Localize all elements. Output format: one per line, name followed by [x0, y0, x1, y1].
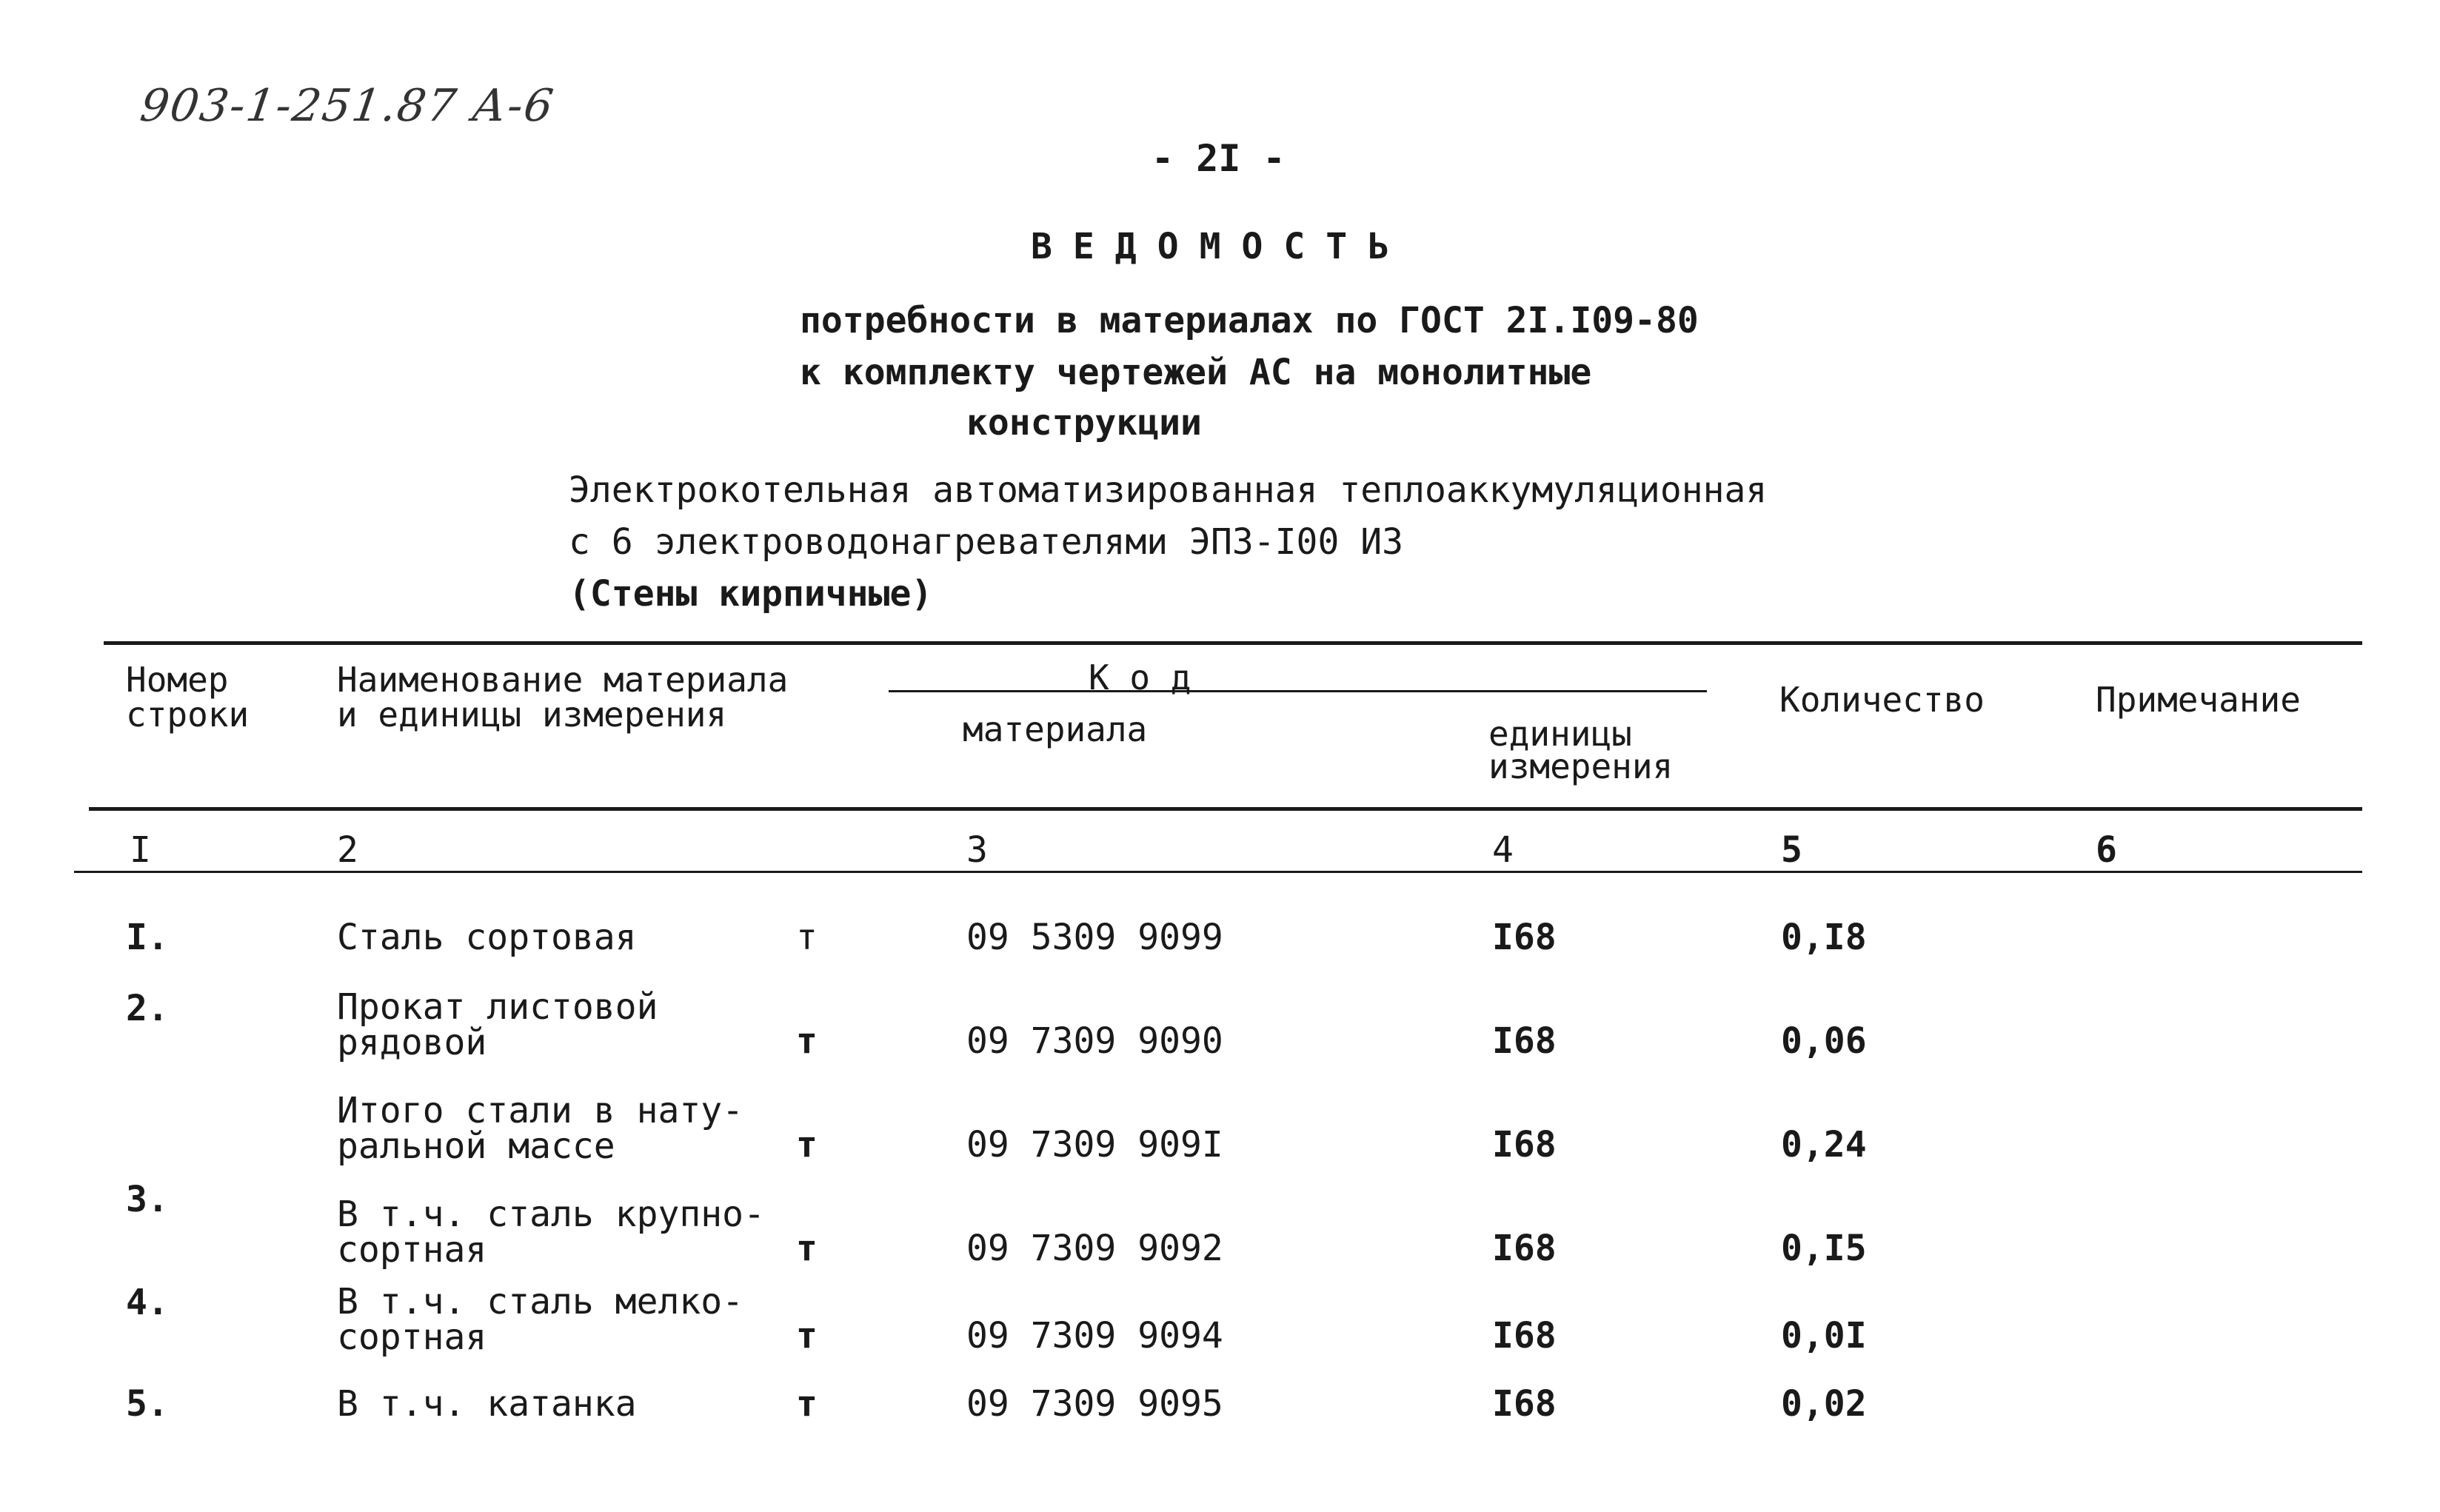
quantity: 0,I8	[1781, 917, 1867, 958]
unit-code: I68	[1492, 1020, 1557, 1062]
unit-code: I68	[1492, 1383, 1557, 1425]
row-number: 5.	[126, 1383, 169, 1425]
unit-code: I68	[1492, 917, 1557, 958]
code-group-rule	[889, 690, 1707, 692]
page-number: - 2I -	[1152, 137, 1286, 180]
material-name: Сталь сортовая	[337, 917, 637, 958]
quantity: 0,06	[1781, 1020, 1867, 1062]
material-name: В т.ч. катанка	[337, 1383, 637, 1425]
column-number-3: 3	[966, 829, 988, 871]
row-number: 2.	[126, 988, 169, 1029]
material-code: 09 7309 909I	[966, 1124, 1223, 1165]
archive-stamp: 903-1-251.87 А-6	[137, 80, 558, 132]
header-name-line-2: и единицы измерения	[337, 695, 727, 735]
unit: т	[796, 1124, 818, 1165]
material-code: 09 7309 9092	[966, 1228, 1223, 1269]
material-name-line-1: Прокат листовой	[337, 986, 658, 1028]
document-title: ВЕДОМОСТЬ	[1031, 226, 1411, 267]
subtitle-line-3: конструкции	[966, 402, 1202, 444]
column-number-6: 6	[2096, 829, 2117, 871]
object-name-line-1: Электрокотельная автоматизированная теплоаккумуляционная	[569, 469, 1768, 511]
header-unit-code-line-1: единицы	[1488, 714, 1632, 754]
material-code: 09 5309 9099	[966, 917, 1223, 958]
row-number: 3.	[126, 1179, 169, 1220]
header-row-no-line-1: Номер	[126, 660, 229, 700]
unit: т	[796, 1020, 818, 1062]
subtitle-line-2: к комплекту чертежей АС на монолитные	[800, 352, 1592, 393]
quantity: 0,0I	[1781, 1315, 1867, 1357]
object-name-line-2: с 6 электроводонагревателями ЭПЗ-I00 ИЗ	[569, 521, 1404, 563]
header-quantity: Количество	[1779, 680, 1985, 720]
unit: т	[796, 917, 818, 958]
object-name-line-3: (Стены кирпичные)	[569, 573, 933, 615]
subtitle-line-1: потребности в материалах по ГОСТ 2I.I09-80	[800, 300, 1699, 341]
quantity: 0,I5	[1781, 1228, 1867, 1269]
header-bottom-rule	[89, 807, 2362, 811]
quantity: 0,24	[1781, 1124, 1867, 1165]
unit-code: I68	[1492, 1228, 1557, 1269]
header-name-line-1: Наименование материала	[337, 660, 789, 700]
material-name-line-2: рядовой	[337, 1022, 487, 1063]
header-row-no-line-2: строки	[126, 695, 250, 735]
column-number-4: 4	[1492, 829, 1514, 871]
column-number-2: 2	[337, 829, 358, 871]
material-name-line-1: В т.ч. сталь мелко-	[337, 1281, 744, 1322]
row-number: I.	[126, 917, 169, 958]
header-unit-code-line-2: измерения	[1488, 746, 1674, 786]
unit-code: I68	[1492, 1315, 1557, 1357]
column-number-5: 5	[1781, 829, 1802, 871]
material-name-line-2: ральной массе	[337, 1125, 615, 1167]
material-code: 09 7309 9094	[966, 1315, 1223, 1357]
table-top-rule	[104, 641, 2362, 645]
row-number: 4.	[126, 1282, 169, 1323]
header-material-code: материала	[963, 709, 1148, 749]
material-code: 09 7309 9090	[966, 1020, 1223, 1062]
unit-code: I68	[1492, 1124, 1557, 1165]
unit: т	[796, 1228, 818, 1269]
header-code: К о д	[1089, 658, 1191, 698]
column-number-1: I	[130, 829, 151, 871]
quantity: 0,02	[1781, 1383, 1867, 1425]
material-name-line-1: В т.ч. сталь крупно-	[337, 1194, 765, 1235]
unit: т	[796, 1383, 818, 1425]
material-name-line-1: Итого стали в нату-	[337, 1090, 744, 1131]
column-numbers-rule	[74, 871, 2362, 873]
unit: т	[796, 1315, 818, 1357]
material-name-line-2: сортная	[337, 1317, 487, 1358]
header-note: Примечание	[2096, 680, 2301, 720]
material-name-line-2: сортная	[337, 1229, 487, 1271]
material-code: 09 7309 9095	[966, 1383, 1223, 1425]
